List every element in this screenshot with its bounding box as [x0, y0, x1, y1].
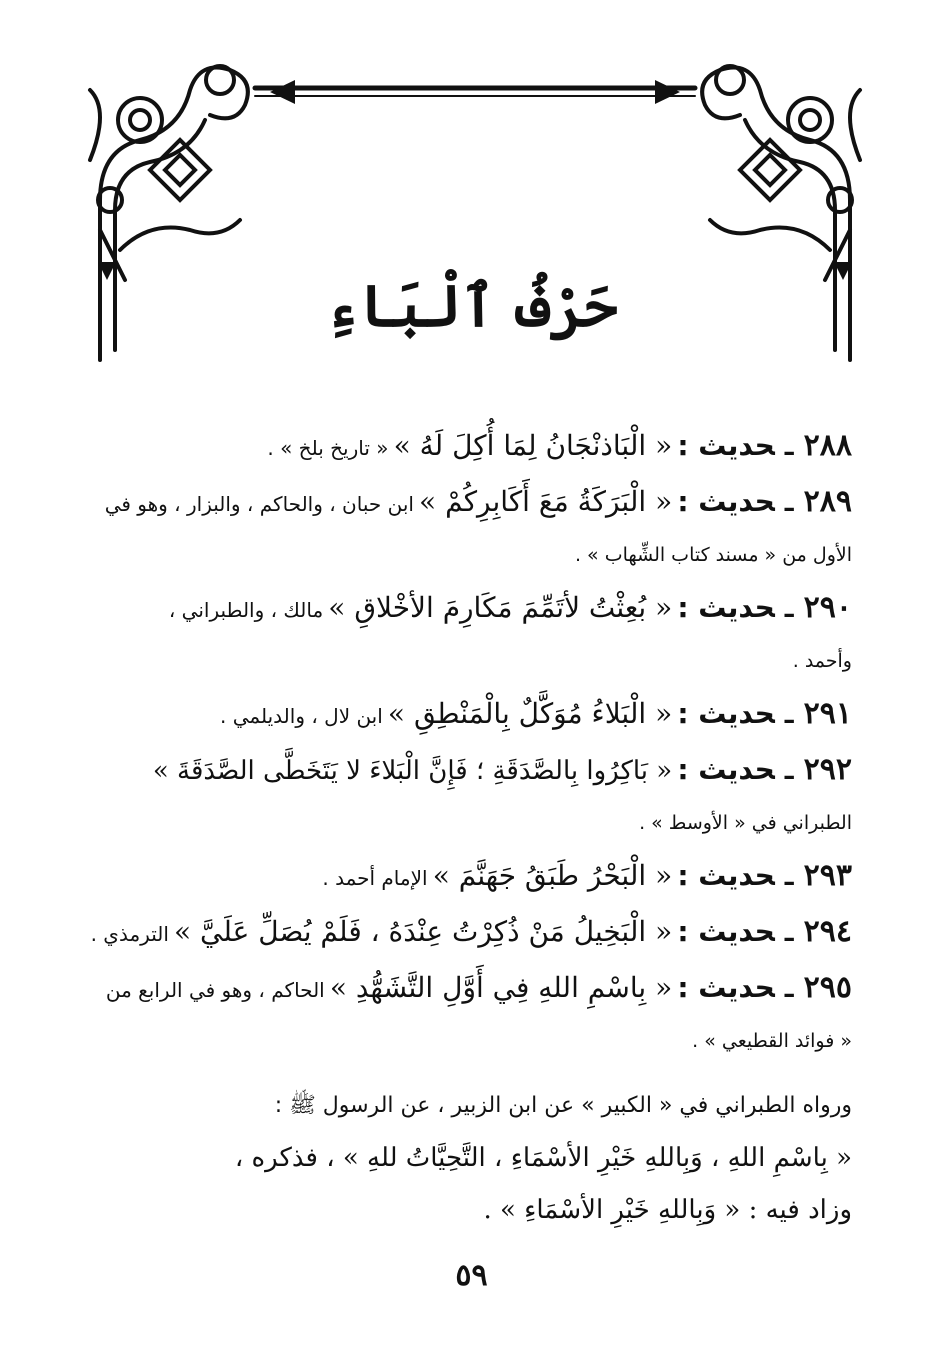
hadith-entry	[100, 742, 852, 848]
hadith-number: ٢٩٠	[803, 590, 852, 625]
hadith-source: مالك ، والطبراني ،	[168, 598, 324, 622]
dash: ـ	[784, 432, 794, 462]
hadith-number: ٢٩٥	[803, 970, 852, 1005]
hadith-label: حديث :	[677, 429, 775, 462]
hadith-text: « بُعِثْتُ لأتَمِّمَ مَكَارِمَ الأخْلاقِ »	[328, 591, 673, 624]
hadith-label: حديث :	[677, 753, 775, 786]
hadith-number: ٢٩٢	[803, 752, 852, 787]
hadith-entry	[100, 848, 852, 904]
hadith-label: حديث :	[677, 591, 775, 624]
hadith-continuation: « فوائد القطيعي » .	[692, 1030, 852, 1052]
hadith-label: حديث :	[677, 485, 775, 518]
dash: ـ	[784, 488, 794, 518]
page-number: ٥٩	[455, 1258, 488, 1293]
hadith-label: حديث :	[677, 697, 775, 730]
paragraph-line: ورواه الطبراني في « الكبير » عن ابن الزبير ، عن الرسول ﷺ :	[274, 1093, 852, 1118]
hadith-label: حديث :	[677, 915, 775, 948]
hadith-source: « تاريخ بلخ » .	[267, 436, 389, 460]
hadith-entry	[100, 474, 852, 580]
hadith-entry	[100, 418, 852, 474]
hadith-list	[90, 418, 852, 1236]
chapter-title: حَرْفُ ٱلْبَاءِ	[325, 272, 618, 340]
hadith-text: « الْبَاذنْجَانُ لِمَا أُكِلَ لَهُ »	[393, 429, 673, 462]
hadith-text: « الْبَلاءُ مُوَكَّلٌ بِالْمَنْطِقِ »	[387, 697, 673, 730]
hadith-source: الحاكم ، وهو في الرابع من	[105, 978, 325, 1002]
hadith-number: ٢٩٣	[803, 858, 852, 893]
hadith-number: ٢٨٩	[803, 484, 852, 519]
hadith-source: ابن لال ، والديلمي .	[220, 704, 383, 728]
hadith-source: الإمام أحمد .	[322, 866, 428, 890]
dash: ـ	[784, 862, 794, 892]
hadith-continuation: الأول من « مسند كتاب الشِّهاب » .	[574, 544, 852, 566]
hadith-source: ابن حبان ، والحاكم ، والبزار ، وهو في	[104, 492, 414, 516]
hadith-text: « بِاسْمِ اللهِ فِي أَوَّلِ التَّشَهُّدِ »	[329, 971, 673, 1004]
hadith-text: « الْبَحْرُ طَبَقُ جَهَنَّمَ »	[432, 859, 673, 892]
dash: ـ	[784, 700, 794, 730]
hadith-text: « الْبَخِيلُ مَنْ ذُكِرْتُ عِنْدَهُ ، فَلَمْ يُصَلِّ عَلَيَّ »	[174, 915, 673, 948]
paragraph-line: « بِاسْمِ اللهِ ، وَبِاللهِ خَيْرِ الأسْمَاءِ ، التَّحِيَّاتُ للهِ » ، فذكره ،	[234, 1143, 852, 1173]
hadith-text: « الْبَرَكَةُ مَعَ أَكَابِرِكُمْ »	[419, 485, 673, 518]
hadith-label: حديث :	[677, 859, 775, 892]
hadith-source: الترمذي .	[90, 922, 169, 946]
hadith-text: « بَاكِرُوا بِالصَّدَقَةِ ؛ فَإِنَّ الْبَلاءَ لا يَتَخَطَّى الصَّدَقَةَ »	[152, 756, 673, 786]
hadith-entry	[100, 580, 852, 686]
commentary-paragraph	[100, 1080, 852, 1236]
dash: ـ	[784, 974, 794, 1004]
dash: ـ	[784, 756, 794, 786]
hadith-label: حديث :	[677, 971, 775, 1004]
paragraph-line: وزاد فيه : « وَبِاللهِ خَيْرِ الأسْمَاءِ » .	[483, 1195, 852, 1225]
hadith-number: ٢٩٤	[803, 914, 852, 949]
hadith-entry	[100, 960, 852, 1066]
hadith-number: ٢٩١	[803, 696, 852, 731]
dash: ـ	[784, 594, 794, 624]
hadith-entry	[100, 686, 852, 742]
hadith-entry	[90, 904, 852, 960]
dash: ـ	[784, 918, 794, 948]
hadith-continuation: وأحمد .	[792, 650, 852, 672]
hadith-number: ٢٨٨	[803, 428, 852, 463]
hadith-continuation: الطبراني في « الأوسط » .	[639, 812, 852, 834]
